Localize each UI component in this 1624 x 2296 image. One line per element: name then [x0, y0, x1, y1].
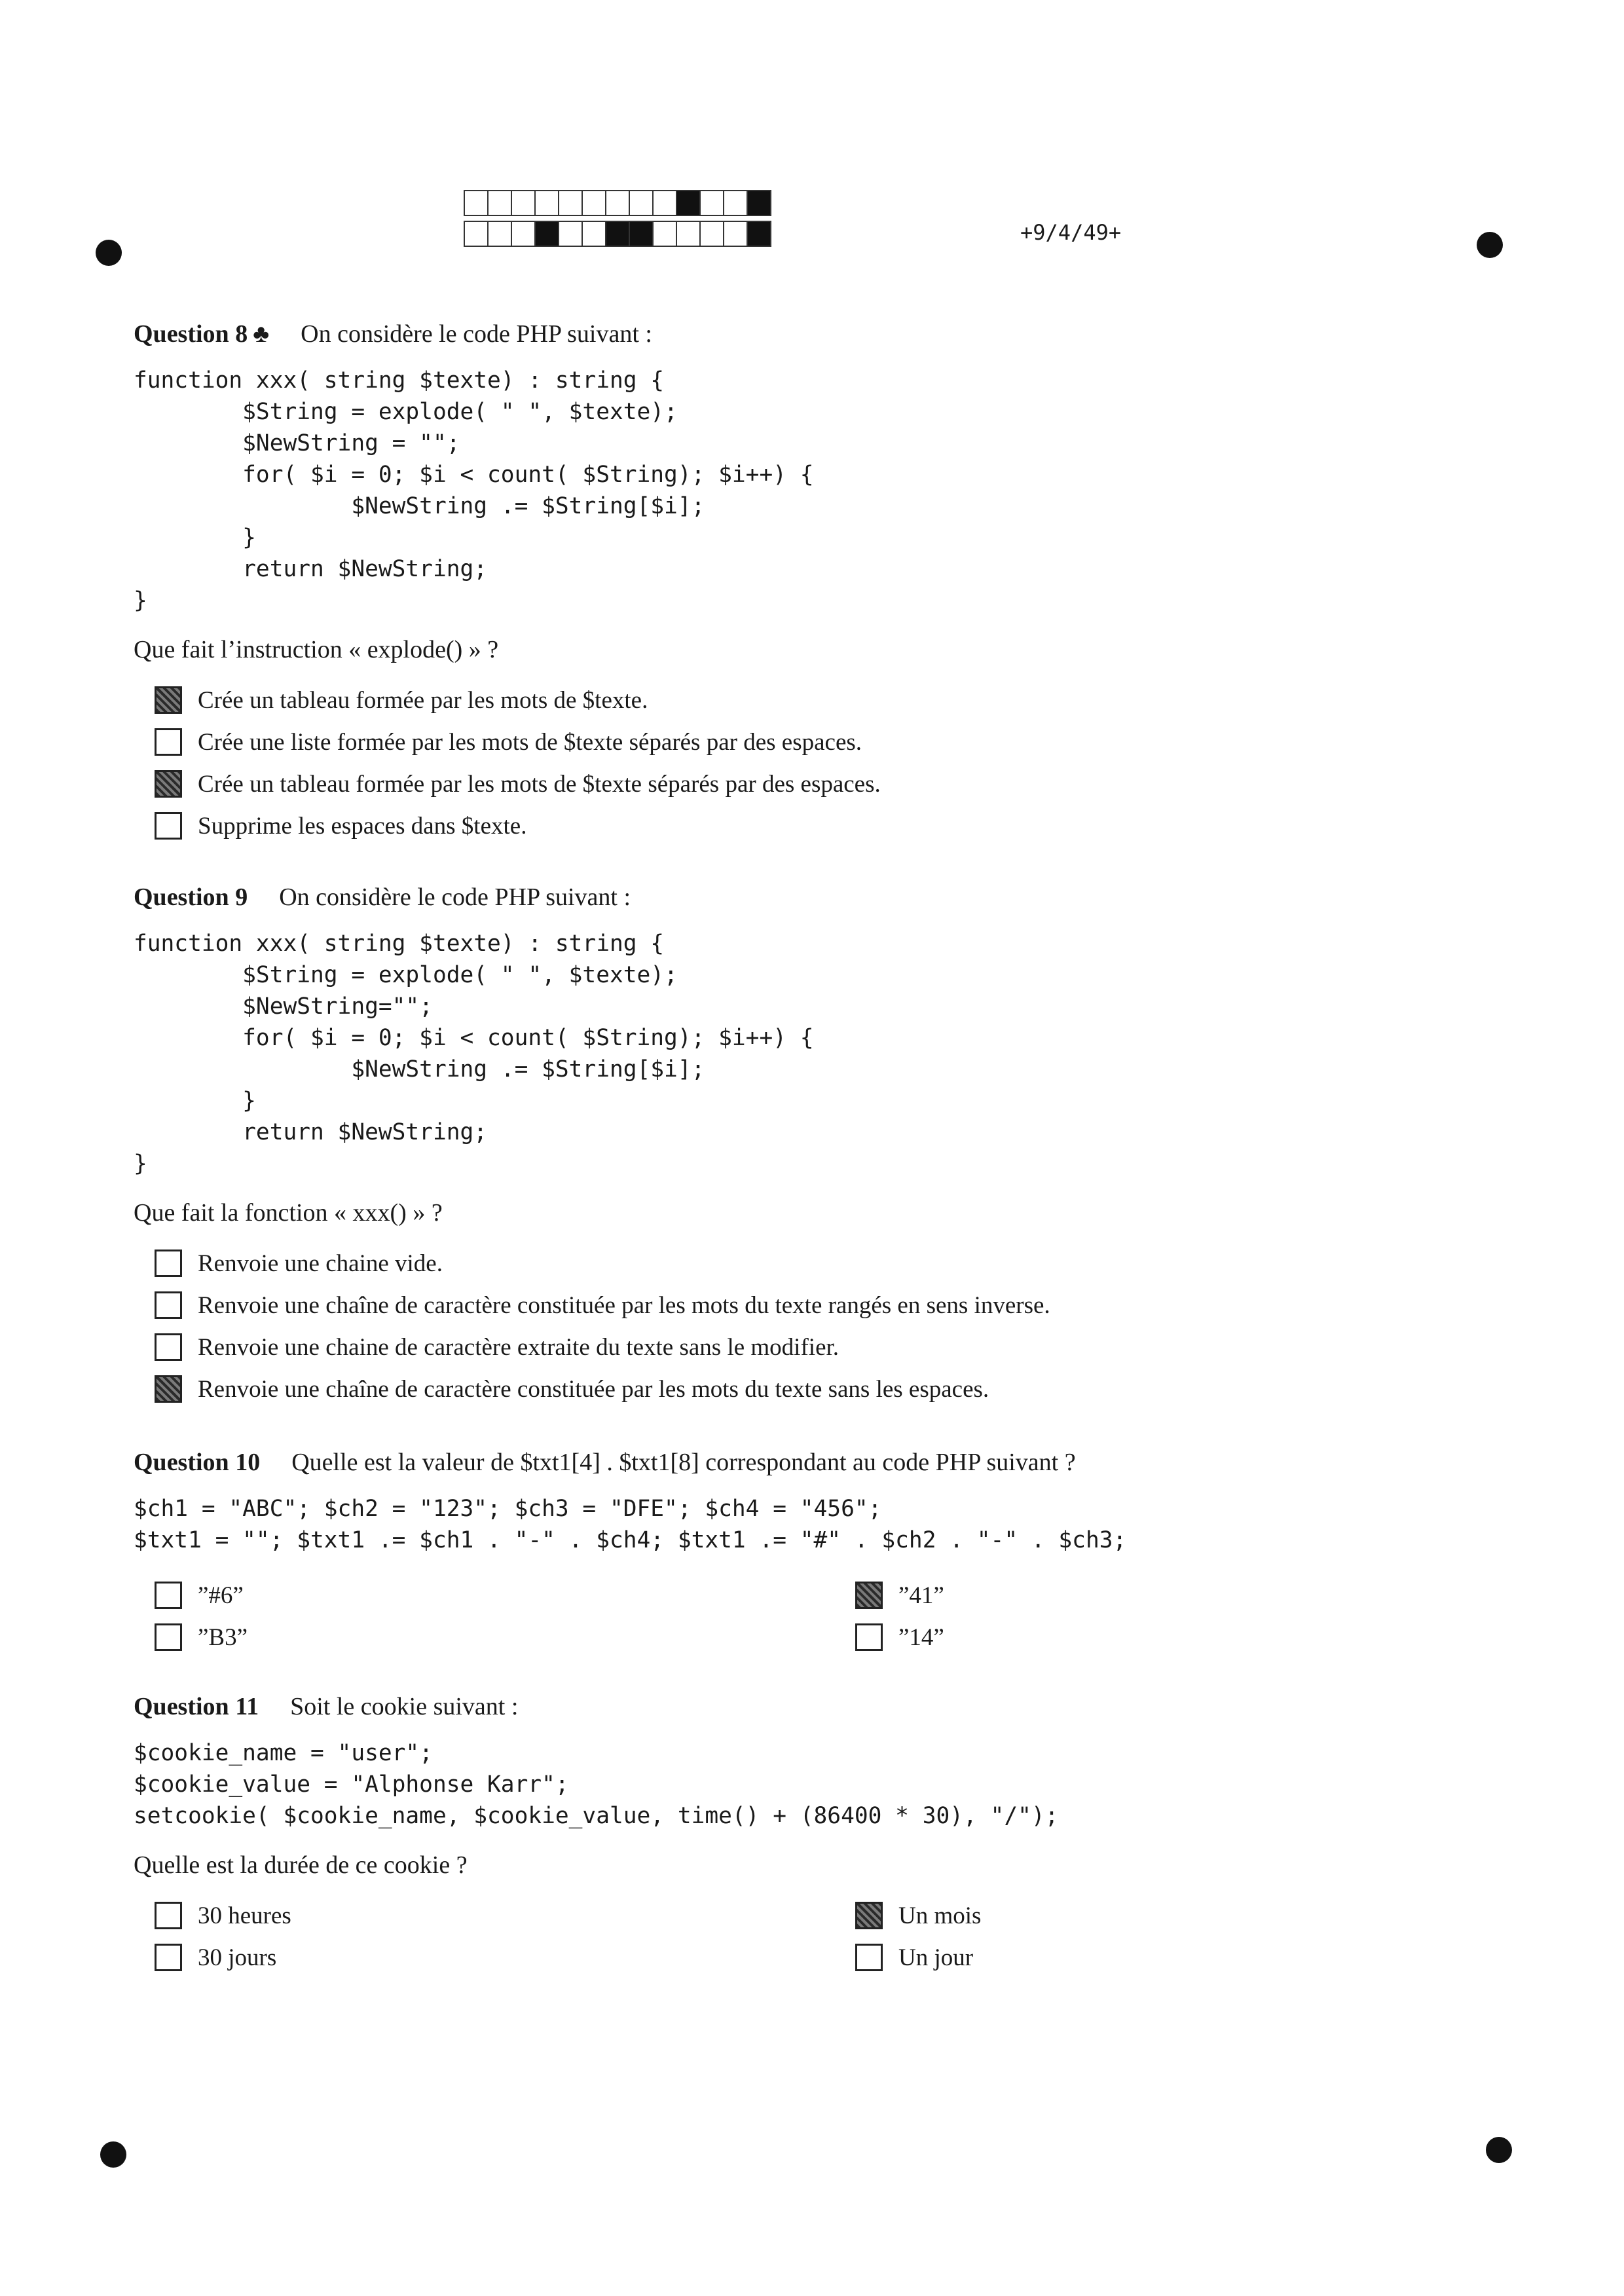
answer-option[interactable] [134, 1284, 1502, 1326]
answer-option[interactable] [834, 1616, 1293, 1658]
empty-checkbox[interactable] [155, 1582, 182, 1609]
checked-checkbox[interactable] [155, 686, 182, 714]
answer-option-text: 30 jours [198, 1944, 277, 1971]
id-grid-cell [534, 190, 559, 216]
empty-checkbox[interactable] [155, 1902, 182, 1929]
empty-checkbox[interactable] [155, 812, 182, 840]
id-grid-cell [747, 221, 771, 247]
answer-option[interactable] [134, 721, 1502, 763]
answer-option-text: Un jour [898, 1944, 974, 1971]
checked-checkbox[interactable] [155, 1375, 182, 1403]
answer-option[interactable] [134, 763, 1502, 805]
answer-option[interactable] [834, 1936, 1293, 1978]
id-grid-cell [652, 221, 677, 247]
question-intro: On considère le code PHP suivant : [301, 320, 652, 348]
id-grid-cell [511, 190, 536, 216]
registration-mark-bottom-right [1486, 2137, 1512, 2163]
question-prompt: Que fait l’instruction « explode() » ? [134, 636, 499, 663]
answer-option[interactable] [134, 1936, 834, 1978]
question-header [134, 882, 1502, 912]
id-grid-cell [629, 221, 654, 247]
id-grid-cell [464, 221, 489, 247]
answer-option-text: ”B3” [198, 1623, 248, 1651]
answer-option-text: ”#6” [198, 1582, 244, 1609]
answer-option-text: 30 heures [198, 1902, 291, 1929]
empty-checkbox[interactable] [155, 1944, 182, 1971]
checked-checkbox[interactable] [855, 1902, 883, 1929]
question-label: Question 9 [134, 883, 248, 911]
answer-option-text: Renvoie une chaîne de caractère constituée par les mots du texte sans les espaces. [198, 1375, 989, 1403]
answer-option[interactable] [134, 1574, 834, 1616]
empty-checkbox[interactable] [155, 1250, 182, 1277]
id-grid-cell [511, 221, 536, 247]
answer-option[interactable] [834, 1574, 1293, 1616]
answer-option-text: Renvoie une chaine de caractère extraite du texte sans le modifier. [198, 1333, 840, 1361]
question-prompt: Que fait la fonction « xxx() » ? [134, 1199, 443, 1227]
answer-option-text: ”14” [898, 1623, 944, 1651]
answer-option-text: Crée une liste formée par les mots de $texte séparés par des espaces. [198, 728, 862, 756]
code-block: $ch1 = "ABC"; $ch2 = "123"; $ch3 = "DFE"; $ch4 = "456"; $txt1 = ""; $txt1 .= $ch1 . "-" . $ch4; $txt1 .= "#" . $ch2 . "-" . $ch3; [134, 1496, 1127, 1553]
answer-option[interactable] [134, 1616, 834, 1658]
question-header [134, 1447, 1502, 1477]
id-grid-cell [558, 221, 583, 247]
empty-checkbox[interactable] [855, 1944, 883, 1971]
answer-option[interactable] [134, 1242, 1502, 1284]
id-grid-cell [676, 190, 701, 216]
question-11 [134, 1692, 1502, 1978]
id-grid-cell [464, 190, 489, 216]
question-header [134, 319, 1502, 349]
answer-option-text: ”41” [898, 1582, 944, 1609]
id-grid-row-2 [464, 221, 770, 247]
question-intro: On considère le code PHP suivant : [279, 883, 631, 911]
answer-option-text: Supprime les espaces dans $texte. [198, 812, 527, 840]
question-label: Question 11 [134, 1693, 259, 1720]
question-label: Question 8 [134, 320, 248, 348]
page-reference: +9/4/49+ [1020, 220, 1122, 245]
id-grid-cell [699, 221, 724, 247]
id-grid-cell [558, 190, 583, 216]
answer-option[interactable] [134, 805, 1502, 847]
answer-options [134, 679, 1502, 847]
answer-option-text: Crée un tableau formée par les mots de $texte. [198, 686, 648, 714]
registration-mark-top-left [96, 240, 122, 266]
answer-option[interactable] [134, 1895, 834, 1936]
answer-options [134, 1574, 1502, 1658]
registration-mark-bottom-left [100, 2141, 126, 2168]
answer-option[interactable] [834, 1895, 1293, 1936]
answer-option[interactable] [134, 1326, 1502, 1368]
question-intro: Soit le cookie suivant : [290, 1693, 519, 1720]
id-grid-cell [581, 221, 606, 247]
id-grid-cell [652, 190, 677, 216]
question-10 [134, 1447, 1502, 1658]
id-grid-cell [487, 190, 512, 216]
question-9 [134, 882, 1502, 1410]
id-grid-cell [723, 190, 748, 216]
id-grid-cell [699, 190, 724, 216]
answer-option-text: Renvoie une chaine vide. [198, 1250, 443, 1277]
answer-options [134, 1895, 1502, 1978]
empty-checkbox[interactable] [155, 1623, 182, 1651]
code-block: $cookie_name = "user"; $cookie_value = "Alphonse Karr"; setcookie( $cookie_name, $cookie_value, time() + (86400 * 30), "/"); [134, 1740, 1059, 1829]
answer-option-text: Un mois [898, 1902, 982, 1929]
answer-option-text: Crée un tableau formée par les mots de $texte séparés par des espaces. [198, 770, 881, 798]
id-grid-cell [629, 190, 654, 216]
checked-checkbox[interactable] [155, 770, 182, 798]
club-symbol: ♣ [253, 320, 270, 348]
answer-option[interactable] [134, 1368, 1502, 1410]
id-grid-cell [581, 190, 606, 216]
empty-checkbox[interactable] [155, 1291, 182, 1319]
answer-option[interactable] [134, 679, 1502, 721]
empty-checkbox[interactable] [155, 1333, 182, 1361]
id-grid-cell [747, 190, 771, 216]
answer-options [134, 1242, 1502, 1410]
id-grid-row-1 [464, 190, 770, 216]
id-grid-cell [723, 221, 748, 247]
id-grid-cell [676, 221, 701, 247]
question-header [134, 1692, 1502, 1722]
question-8 [134, 319, 1502, 847]
question-label: Question 10 [134, 1449, 261, 1476]
checked-checkbox[interactable] [855, 1582, 883, 1609]
registration-mark-top-right [1477, 232, 1503, 258]
id-grid-cell [605, 190, 630, 216]
id-grid-cell [487, 221, 512, 247]
empty-checkbox[interactable] [155, 728, 182, 756]
question-intro: Quelle est la valeur de $txt1[4] . $txt1[8] correspondant au code PHP suivant ? [291, 1449, 1076, 1476]
id-grid-cell [534, 221, 559, 247]
code-block: function xxx( string $texte) : string { $String = explode( " ", $texte); $NewString = ""; for( $i = 0; $i < count( $String); $i++) { $NewString .= $String[$i]; } return $NewString; } [134, 367, 814, 614]
question-prompt: Quelle est la durée de ce cookie ? [134, 1851, 468, 1879]
empty-checkbox[interactable] [855, 1623, 883, 1651]
id-grid-cell [605, 221, 630, 247]
answer-option-text: Renvoie une chaîne de caractère constituée par les mots du texte rangés en sens inverse. [198, 1291, 1050, 1319]
code-block: function xxx( string $texte) : string { $String = explode( " ", $texte); $NewString=""; for( $i = 0; $i < count( $String); $i++) { $NewString .= $String[$i]; } return $NewString; } [134, 931, 814, 1177]
